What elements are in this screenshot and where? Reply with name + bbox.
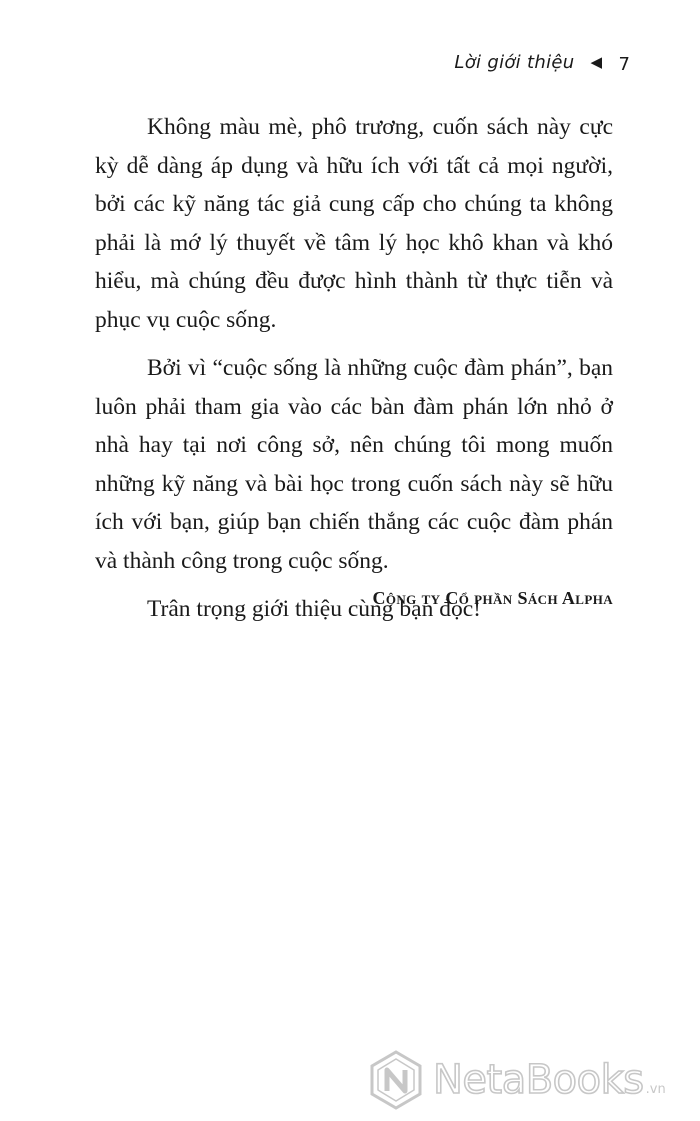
signature: Công ty Cổ phần Sách Alpha xyxy=(372,588,613,608)
page-number: 7 xyxy=(618,54,630,75)
watermark-brand: NetaBooks xyxy=(433,1057,644,1103)
arrow-left-icon: ◀ xyxy=(590,53,602,71)
body-text xyxy=(95,108,613,639)
netabooks-logo-icon xyxy=(365,1049,427,1111)
section-title: Lời giới thiệu xyxy=(454,52,575,73)
paragraph-1: Không màu mè, phô trương, cuốn sách này cực kỳ dễ dàng áp dụng và hữu ích với tất cả mọi người, bởi các kỹ năng tác giả cung cấp cho chúng ta không phải là mớ lý thuyết về tâm lý học khô khan và khó hiểu, mà chúng đều được hình thành từ thực tiễn và phục vụ cuộc sống. xyxy=(95,114,613,333)
paragraph-3: Trân trọng giới thiệu cùng bạn đọc! xyxy=(147,596,481,622)
running-header xyxy=(454,52,602,73)
paragraph-2: Bởi vì “cuộc sống là những cuộc đàm phán”, bạn luôn phải tham gia vào các bàn đàm phán lớn nhỏ ở nhà hay tại nơi công sở, nên chúng tôi mong muốn những kỹ năng và bài học trong cuốn sách này sẽ hữu ích với bạn, giúp bạn chiến thắng các cuộc đàm phán và thành công trong cuộc sống. xyxy=(95,355,613,574)
watermark-tld: .vn xyxy=(645,1082,666,1097)
watermark xyxy=(365,1045,695,1115)
